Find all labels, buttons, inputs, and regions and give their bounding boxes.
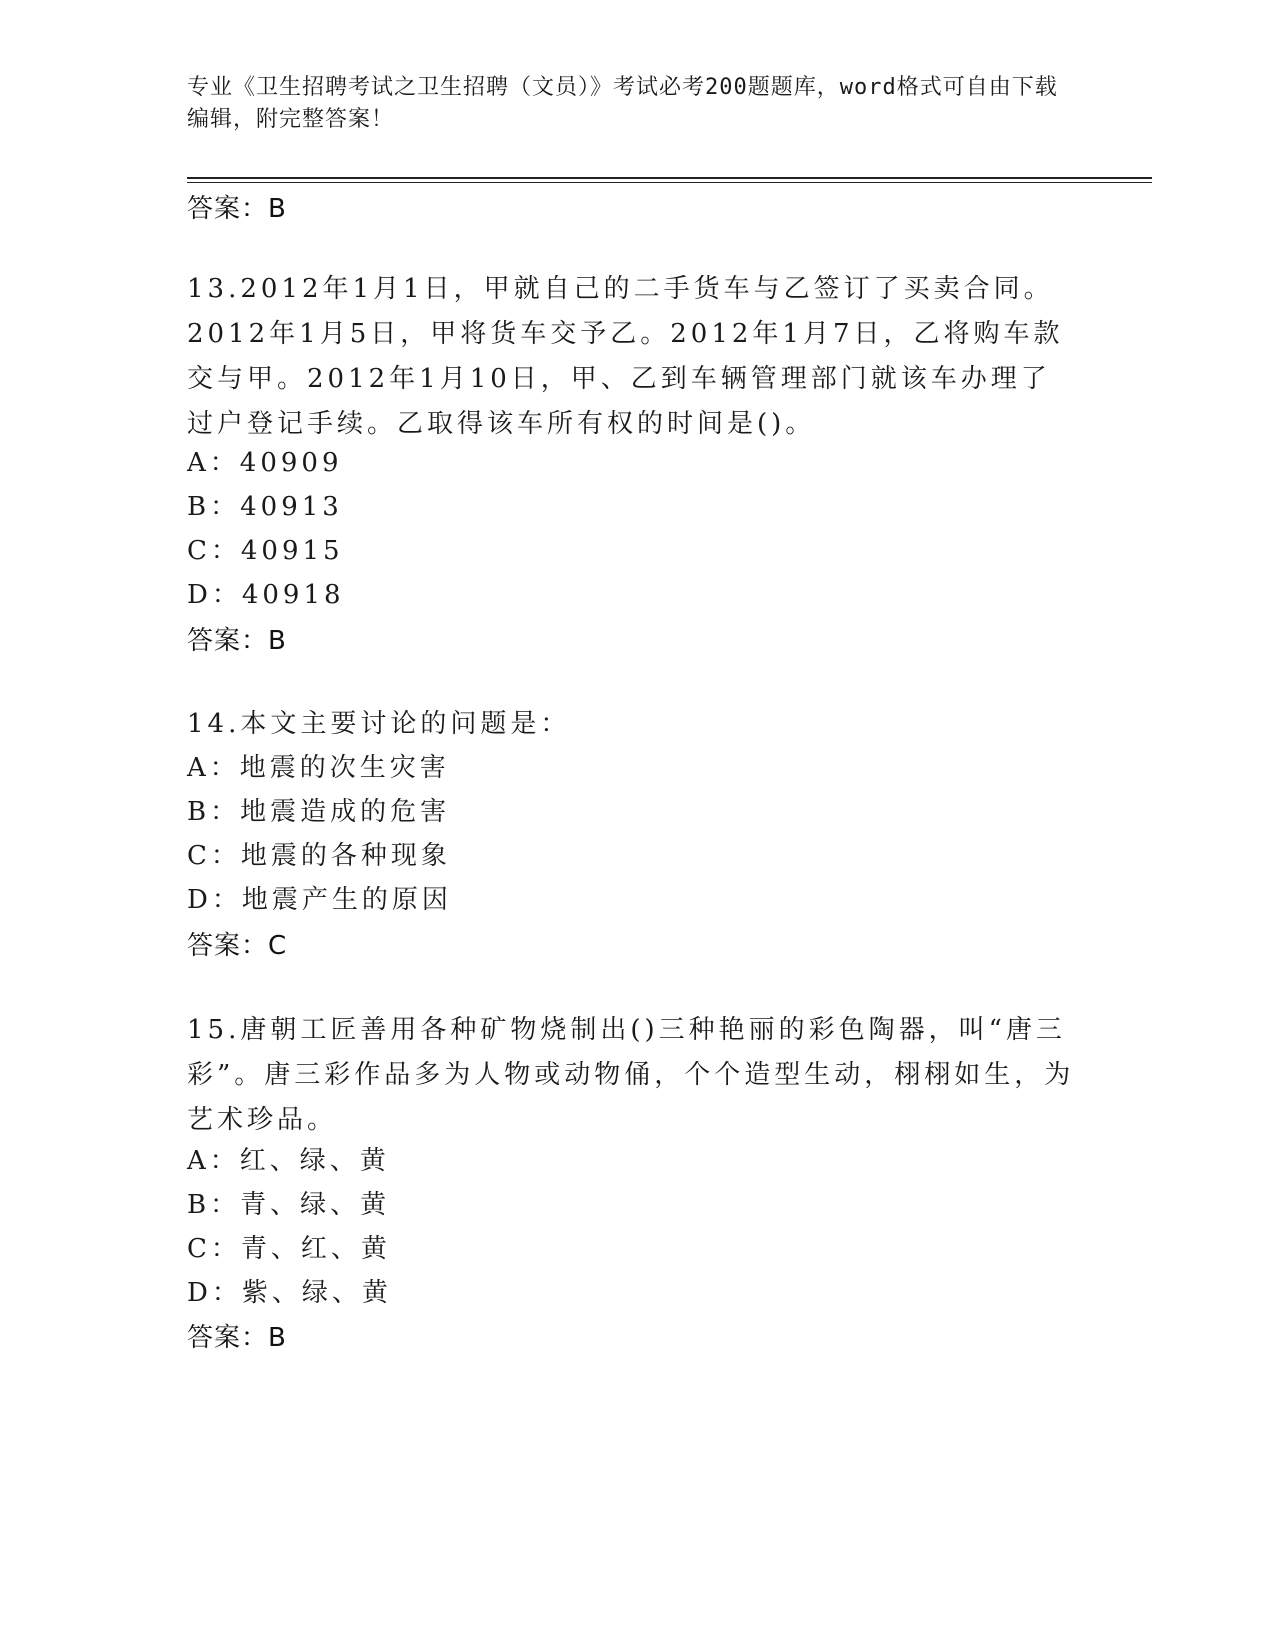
question-15-option-d: D：紫、绿、黄	[187, 1278, 392, 1308]
question-14-option-b: B：地震造成的危害	[187, 797, 451, 827]
header-divider-thin	[187, 182, 1152, 183]
question-15-option-a: A：红、绿、黄	[187, 1146, 390, 1176]
header-divider-thick	[187, 177, 1152, 179]
question-14-option-c: C：地震的各种现象	[187, 841, 451, 871]
question-13-option-b: B：40913	[187, 492, 343, 522]
question-15-option-c: C：青、红、黄	[187, 1234, 391, 1264]
document-header: 专业《卫生招聘考试之卫生招聘（文员）》考试必考200题题库，word格式可自由下载编辑，附完整答案！	[187, 75, 1058, 132]
question-15-answer: 答案：B	[187, 1323, 287, 1353]
question-13-stem: 13.2012年1月1日，甲就自己的二手货车与乙签订了买卖合同。2012年1月5日，甲将货车交予乙。2012年1月7日，乙将购车款交与甲。2012年1月10日，甲、乙到车辆管理部门就该车办理了过户登记手续。乙取得该车所有权的时间是()。	[187, 274, 1064, 439]
question-15-option-b: B：青、绿、黄	[187, 1190, 391, 1220]
question-14-stem: 14.本文主要讨论的问题是：	[187, 709, 571, 739]
answer-line: 答案：B	[187, 194, 287, 224]
question-13-option-c: C：40915	[187, 536, 344, 566]
question-14-option-d: D：地震产生的原因	[187, 885, 452, 915]
question-14-answer: 答案：C	[187, 931, 288, 961]
question-14-option-a: A：地震的次生灾害	[187, 753, 450, 783]
question-13-option-d: D：40918	[187, 580, 345, 610]
question-13-option-a: A：40909	[187, 448, 343, 478]
question-13-answer: 答案：B	[187, 626, 287, 656]
question-15-stem: 15.唐朝工匠善用各种矿物烧制出()三种艳丽的彩色陶器，叫“唐三彩”。唐三彩作品多为人物或动物俑，个个造型生动，栩栩如生，为艺术珍品。	[187, 1015, 1075, 1135]
